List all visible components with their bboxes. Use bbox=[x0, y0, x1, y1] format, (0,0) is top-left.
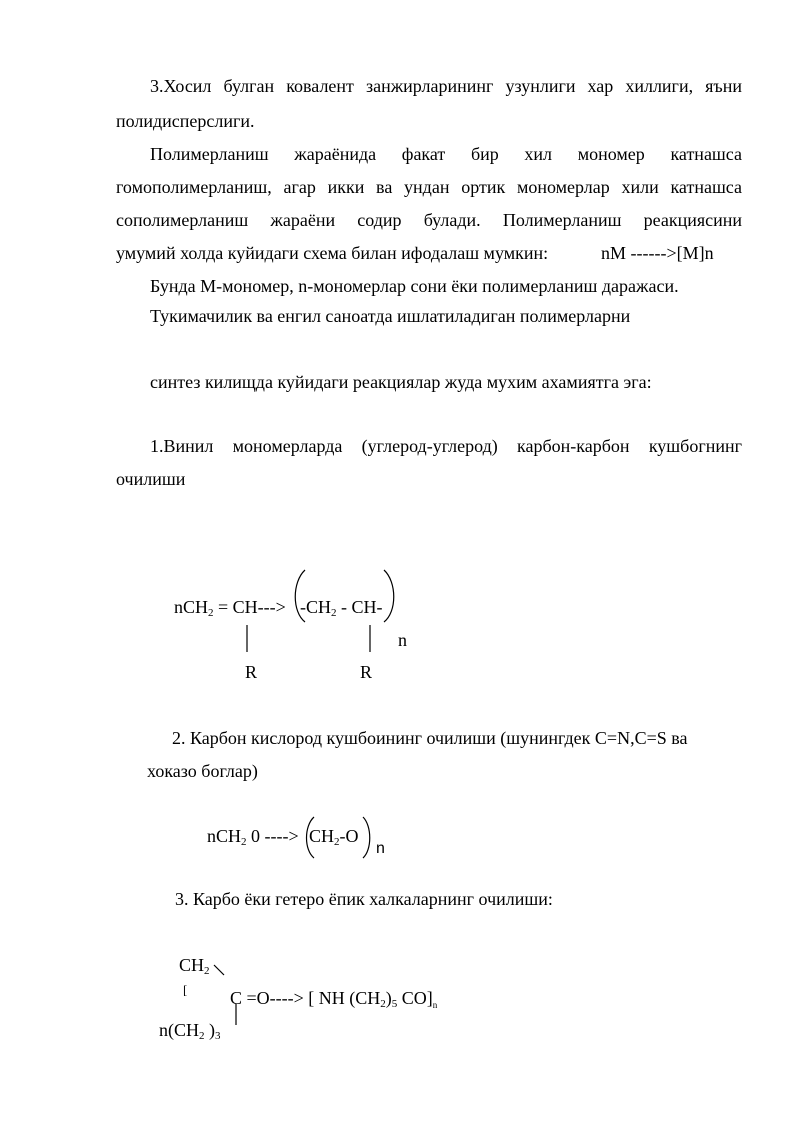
subscript: 3 bbox=[215, 1030, 221, 1042]
text-span: 3.Хосил булган ковалент занжирларининг узунлиги хар хиллиги, яъни bbox=[150, 76, 742, 96]
subscript: 2 bbox=[204, 965, 210, 977]
text-span: = CH---> bbox=[213, 597, 286, 617]
subscript: 5 bbox=[391, 998, 398, 1010]
equation-2-right-paren bbox=[363, 817, 370, 858]
subscript: n bbox=[432, 1000, 438, 1010]
text-span: CH bbox=[179, 955, 205, 975]
text-span: CH bbox=[309, 826, 335, 846]
text-span: гомополимерланиш, агар икки ва ундан ортик мономерлар хили катнашса bbox=[116, 177, 742, 197]
paragraph-4: Тукимачилик ва енгил саноатда ишлатиладиган полимерларни bbox=[150, 306, 631, 326]
text-span: сополимерланиш жараёни содир булади. Полимерланиш реакциясини bbox=[116, 210, 742, 230]
text-span: CO] bbox=[397, 988, 433, 1008]
text-span: nCH bbox=[174, 597, 209, 617]
text-span: -O bbox=[339, 826, 359, 846]
text-span: C =O----> [ NH (CH bbox=[230, 988, 381, 1008]
equation-1-r2: R bbox=[360, 662, 373, 682]
paragraph-3: Бунда М-мономер, n-мономерлар сони ёки полимерланиш даражаси. bbox=[150, 276, 679, 296]
equation-1-r1: R bbox=[245, 662, 258, 682]
equation-2-left-paren bbox=[307, 817, 315, 858]
paragraph-7-line-2: хоказо боглар) bbox=[147, 761, 258, 781]
general-scheme: nM ------>[M]n bbox=[601, 243, 714, 263]
paragraph-2-line-4: умумий холда куйидаги схема билан ифодалаш мумкин: bbox=[116, 243, 549, 263]
text-span: n(CH bbox=[159, 1020, 199, 1040]
subscript: 2 bbox=[199, 1030, 205, 1042]
equation-1-right-paren bbox=[384, 570, 394, 622]
paragraph-1-line-2: полидисперслиги. bbox=[116, 111, 255, 131]
subscript: 2 bbox=[334, 836, 340, 848]
paragraph-5: синтез килищда куйидаги реакциялар жуда мухим ахамиятга эга: bbox=[150, 372, 652, 392]
equation-1-left-paren bbox=[295, 570, 305, 622]
paragraph-8: 3. Карбо ёки гетеро ёпик халкаларнинг очилиши: bbox=[175, 889, 553, 909]
subscript: 2 bbox=[380, 998, 386, 1010]
subscript: 2 bbox=[208, 607, 214, 619]
text-span: Полимерланиш жараёнида факат бир хил мономер катнашса bbox=[150, 144, 742, 164]
paragraph-7-line-1: 2. Карбон кислород кушбоининг очилиши (шунингдек C=N,C=S ва bbox=[172, 728, 688, 748]
equation-3-bracket: [ bbox=[183, 982, 188, 997]
text-span: nCH bbox=[207, 826, 242, 846]
equation-2-n: n bbox=[376, 840, 385, 857]
text-span: 1.Винил мономерларда (углерод-углерод) карбон-карбон кушбогнинг bbox=[150, 436, 742, 456]
text-span: ) bbox=[385, 988, 392, 1008]
text-span: 0 ----> bbox=[246, 826, 299, 846]
paragraph-6-line-2: очилиши bbox=[116, 469, 186, 489]
subscript: 2 bbox=[331, 607, 337, 619]
text-span: - CH- bbox=[336, 597, 383, 617]
text-span: ) bbox=[204, 1020, 215, 1040]
text-span: -CH bbox=[300, 597, 331, 617]
equation-3-diagonal-bond bbox=[214, 965, 224, 975]
equation-1-n: n bbox=[398, 630, 407, 650]
subscript: 2 bbox=[241, 836, 247, 848]
